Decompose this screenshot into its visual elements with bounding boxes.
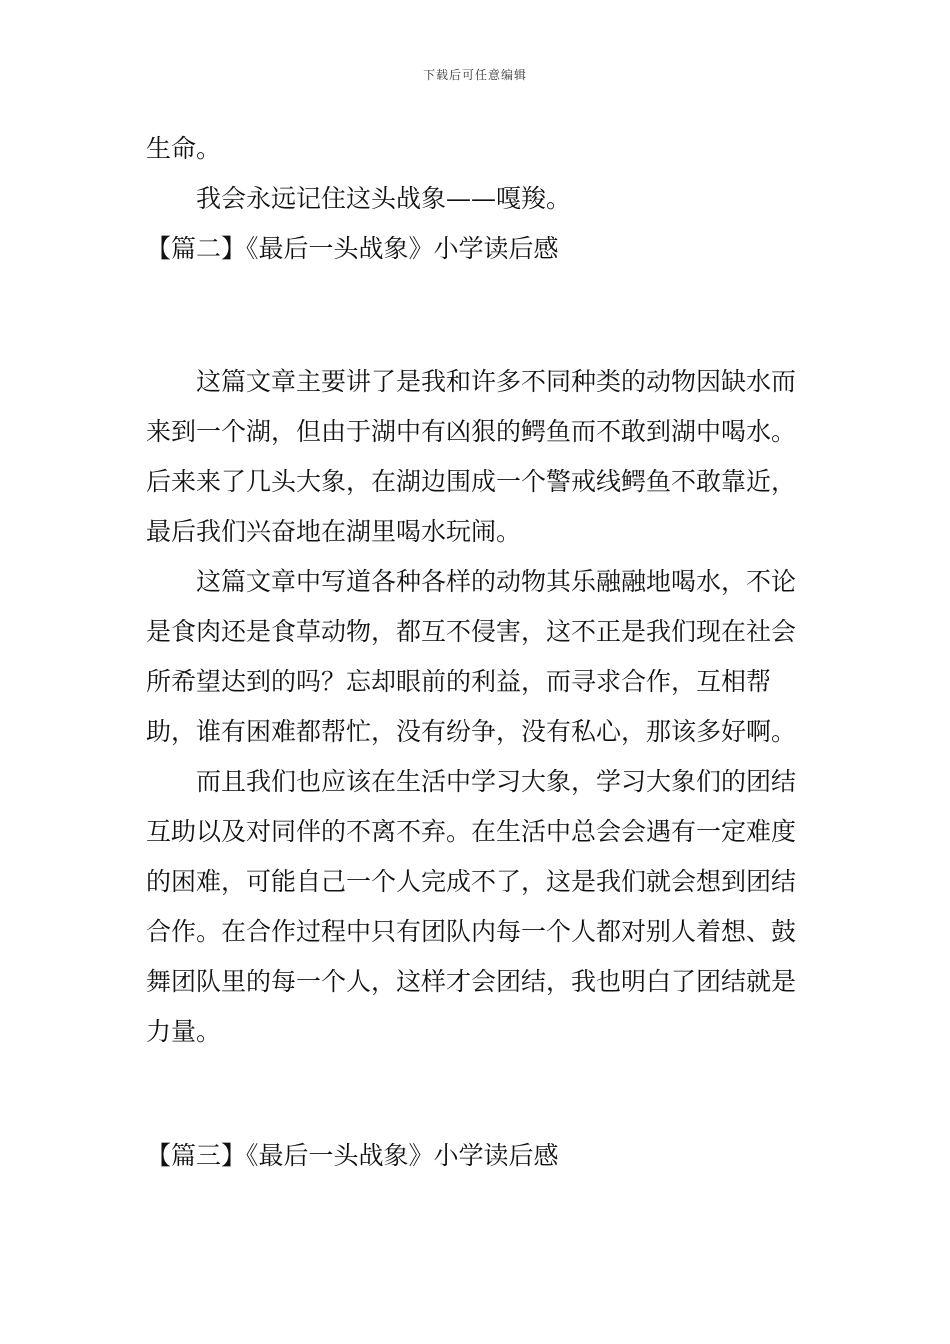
paragraph: 这篇文章主要讲了是我和许多不同种类的动物因缺水而来到一个湖，但由于湖中有凶狠的鳄鱼而不敢到湖中喝水。后来来了几头大象，在湖边围成一个警戒线鳄鱼不敢靠近，最后我们兴奋地在湖里喝水玩闹。 [146,367,797,546]
section-heading-3: 【篇三】《最后一头战象》小学读后感 [146,1141,559,1170]
closing-line: 我会永远记住这头战象——嘎羧。 [196,184,572,213]
document-body [146,124,810,1181]
section-heading-2: 【篇二】《最后一头战象》小学读后感 [146,234,559,263]
paragraph: 这篇文章中写道各种各样的动物其乐融融地喝水，不论是食肉还是食草动物，都互不侵害，这不正是我们现在社会所希望达到的吗？忘却眼前的利益，而寻求合作，互相帮助，谁有困难都帮忙，没有纷争，没有私心，那该多好啊。 [146,567,797,746]
page-header-note: 下载后可任意编辑 [422,68,527,82]
continued-line: 生命。 [146,134,222,163]
paragraph: 而且我们也应该在生活中学习大象，学习大象们的团结互助以及对同伴的不离不弃。在生活中总会会遇有一定难度的困难，可能自己一个人完成不了，这是我们就会想到团结合作。在合作过程中只有团队内每一个人都对别人着想、鼓舞团队里的每一个人，这样才会团结，我也明白了团结就是力量。 [146,767,797,1046]
